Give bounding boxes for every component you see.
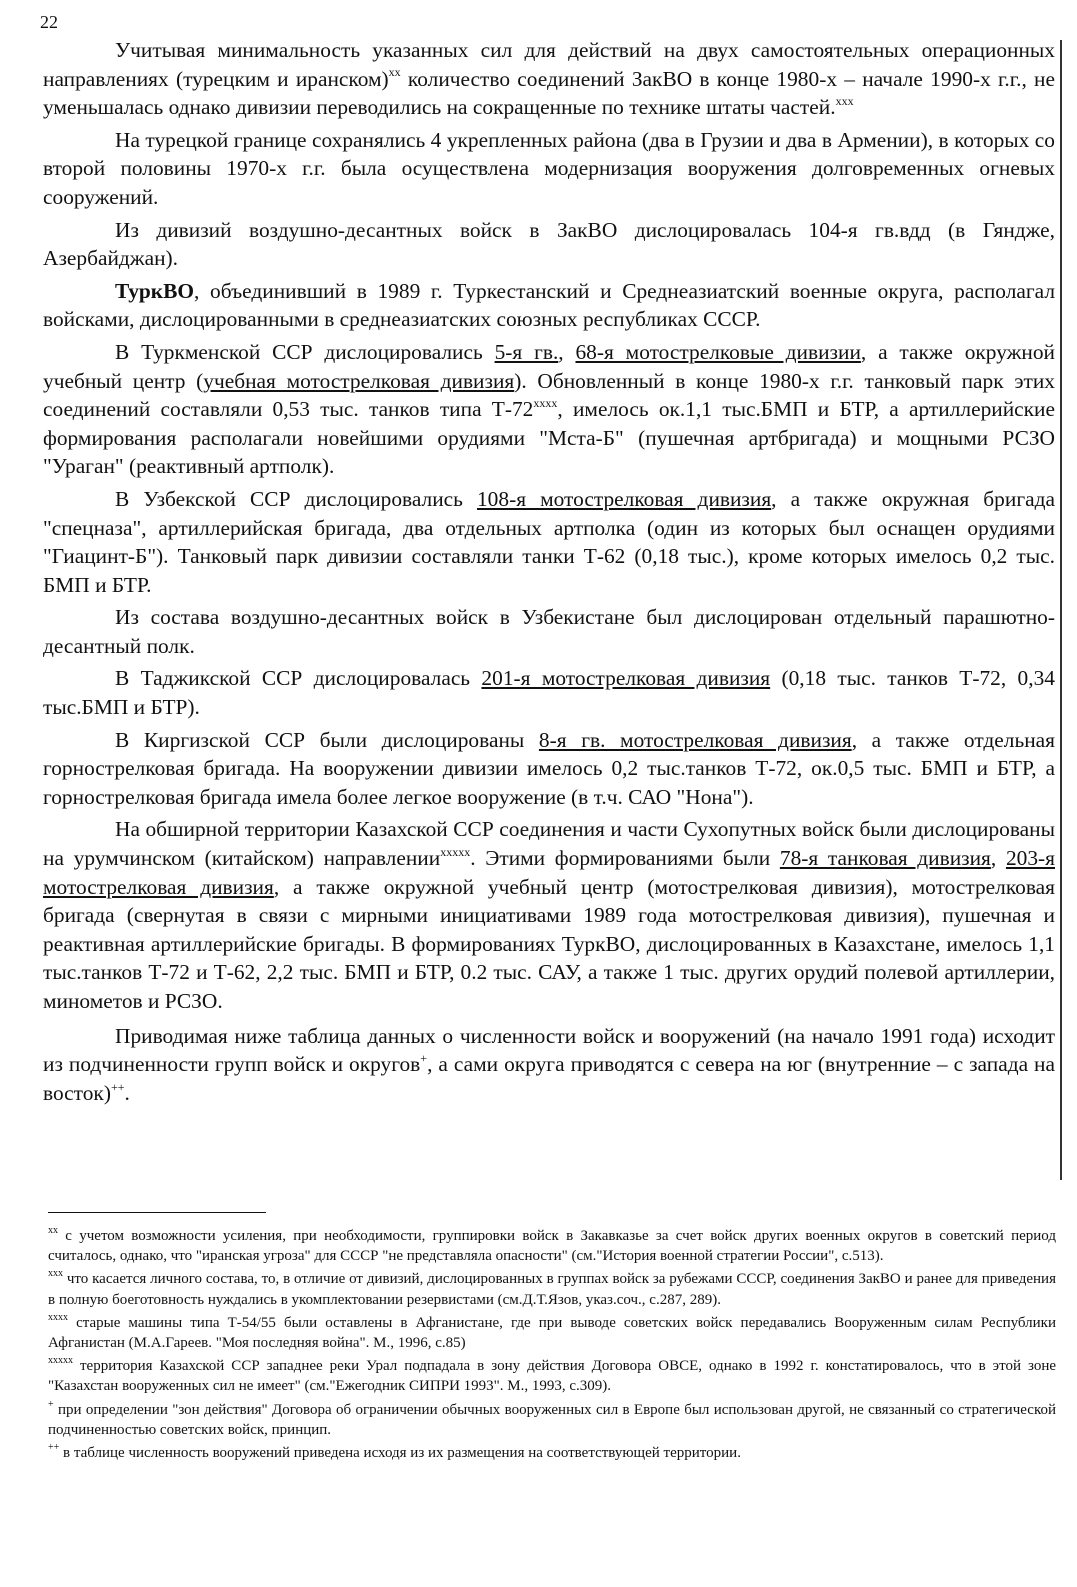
paragraph-zakvo-forces: Учитывая минимальность указанных сил для действий на двух самостоятельных операционных направлениях (турецким и иранском)$^{xx}$ количество соединений ЗакВО в конце 1980-х – начале 1990-х г.г., не уменьшалась однако дивизии переводились на сокращенные по технике штаты частей.$^{xxx}$ — [43, 38, 1055, 120]
footnote: $^{xxxxx}$ территория Казахской ССР западнее реки Урал подпадала в зону действия Договора ОВСЕ, однако в 1992 г. констатировалось, что в этой зоне "Казахстан вооруженных сил не имеет" (см."Ежегодник СИПРИ 1993". М., 1993, с.309). — [48, 1355, 1056, 1395]
unit-5th-guards: 5-я гв. — [494, 339, 559, 364]
paragraph-kazakh-ssr: На обширной территории Казахской ССР соединения и части Сухопутных войск были дислоцированы на урумчинском (китайском) направлении$^{xxxxx}$. Этими формированиями были 78-я танковая дивизия, 203-я мотострелковая дивизия, а также окружной учебный центр (мотострелковая дивизия), мотострелковая бригада (свернутая в связи с мирными инициативами 1989 года мотострелковая дивизия), пушечная и реактивная артиллерийские бригады. В формированиях ТуркВО, дислоцированных в Казахстане, имелось 1,1 тыс.танков Т-72 и Т-62, 2,2 тыс. БМП и БТР, 0.2 тыс. САУ, а также 1 тыс. других орудий полевой артиллерии, минометов и РСЗО. — [43, 817, 1056, 1013]
footnote-ref-xxx: xxx — [835, 94, 854, 109]
footnote: $^{xxx}$ что касается личного состава, то, в отличие от дивизий, дислоцированных в группах войск за рубежами СССР, соединения ЗакВО и ранее для приведения в полную боеготовность нуждались в укомплектовании резервистами (см.Д.Т.Язов, указ.соч., с.287, 289). — [48, 1268, 1056, 1308]
unit-training-division: учебная мотострелковая дивизия — [203, 368, 515, 393]
paragraph-turkmen-ssr: В Туркменской ССР дислоцировались 5-я гв., 68-я мотострелковые дивизии, а также окружной учебный центр (учебная мотострелковая дивизия). Обновленный в конце 1980-х г.г. танковый парк этих соединений составляли 0,53 тыс. танков типа Т-72$^{xxxx}$, имелось ок.1,1 тыс.БМП и БТР, а артиллерийские формирования располагали новейшими орудиями "Мста-Б" (пушечная артбригада) и мощными РСЗО "Ураган" (реактивный артполк). — [43, 339, 1056, 479]
footnote-ref-xx: xx — [388, 65, 401, 80]
footnote: + при определении "зон действия" Договора об ограничении обычных вооруженных сил в Европе был использован другой, не связанный со стратегической подчиненностью советских войск, принцип. — [48, 1398, 1056, 1438]
footnote-ref-xxxx: xxxx — [533, 396, 558, 410]
page-number: 22 — [40, 12, 58, 32]
paragraph-uzbek-ssr: В Узбекской ССР дислоцировались 108-я мотострелковая дивизия, а также окружная бригада "спецназа", артиллерийская бригада, два отдельных артполка (один из которых был оснащен орудиями "Гиацинт-Б"). Танковый парк дивизии составляли танки Т-62 (0,18 тыс.), кроме которых имелось 0,2 тыс. БМП и БТР. — [43, 486, 1055, 597]
paragraph-kirghiz-ssr: В Киргизской ССР были дислоцированы 8-я гв. мотострелковая дивизия, а также отдельная горнострелковая бригада. На вооружении дивизии имелось 0,2 тыс.танков Т-72, ок.0,5 тыс. БМП и БТР, а горнострелковая бригада имела более легкое вооружение (в т.ч. САО "Нона"). — [43, 727, 1055, 809]
paragraph-table-intro: Приводимая ниже таблица данных о численности войск и вооружений (на начало 1991 года) исходит из подчиненности групп войск и округов+, а сами округа приводятся с севера на юг (внутренние – с запада на восток)++. — [43, 1023, 1056, 1105]
unit-68th-divisions: 68-я мотострелковые дивизии — [575, 339, 861, 364]
main-text — [43, 36, 1055, 1111]
footnote-separator — [48, 1212, 266, 1213]
unit-78th-tank-division: 78-я танковая дивизия — [779, 846, 991, 871]
turkvo-heading: ТуркВО — [115, 278, 195, 303]
paragraph-turkvo: ТуркВО, объединивший в 1989 г. Туркестанский и Среднеазиатский военные округа, располагал войсками, дислоцированными в среднеазиатских союзных республиках СССР. — [43, 278, 1055, 332]
unit-8th-guards-division: 8-я гв. мотострелковая дивизия — [538, 727, 852, 752]
footnote-ref-plus: + — [420, 1051, 428, 1066]
paragraph-fortified-areas: На турецкой границе сохранялись 4 укрепленных района (два в Грузии и два в Армении), в которых со второй половины 1970-х г.г. была осуществлена модернизация вооружения долговременных огневых сооружений. — [43, 127, 1055, 209]
paragraph-tajik-ssr: В Таджикской ССР дислоцировалась 201-я мотострелковая дивизия (0,18 тыс. танков Т-72, 0,34 тыс.БМП и БТР). — [43, 666, 1055, 720]
paragraph-airborne-zakvo: Из дивизий воздушно-десантных войск в ЗакВО дислоцировалась 104-я гв.вдд (в Гяндже, Азербайджан). — [43, 217, 1055, 271]
footnote: $^{xxxx}$ старые машины типа Т-54/55 были оставлены в Афганистане, где при выводе советских войск передавались Вооруженным силам Республики Афганистан (М.А.Гареев. "Моя последняя война". М., 1996, с.85) — [48, 1311, 1056, 1352]
footnotes — [48, 1226, 1056, 1466]
page-edge-line — [1060, 40, 1062, 1180]
paragraph-airborne-uzbekistan: Из состава воздушно-десантных войск в Узбекистане был дислоцирован отдельный парашютно-десантный полк. — [43, 605, 1055, 658]
unit-201st-division: 201-я мотострелковая дивизия — [481, 666, 771, 691]
footnote-ref-xxxxx: xxxxx — [440, 844, 471, 859]
unit-203rd-division: 203-я мотострелковая дивизия — [43, 846, 1055, 899]
footnote: $^{xx}$ с учетом возможности усиления, при необходимости, группировки войск в Закавказье за счет войск других военных округов в советский период считалось, однако, что "иранская угроза" для СССР "не представляла опасности" (см."История военной стратегии России", с.513). — [48, 1225, 1056, 1265]
unit-108th-division: 108-я мотострелковая дивизия — [476, 486, 772, 511]
footnote: ++ в таблице численность вооружений приведена исходя из их размещения на соответствующей территории. — [48, 1442, 741, 1462]
footnote-ref-plusplus: ++ — [110, 1079, 125, 1094]
